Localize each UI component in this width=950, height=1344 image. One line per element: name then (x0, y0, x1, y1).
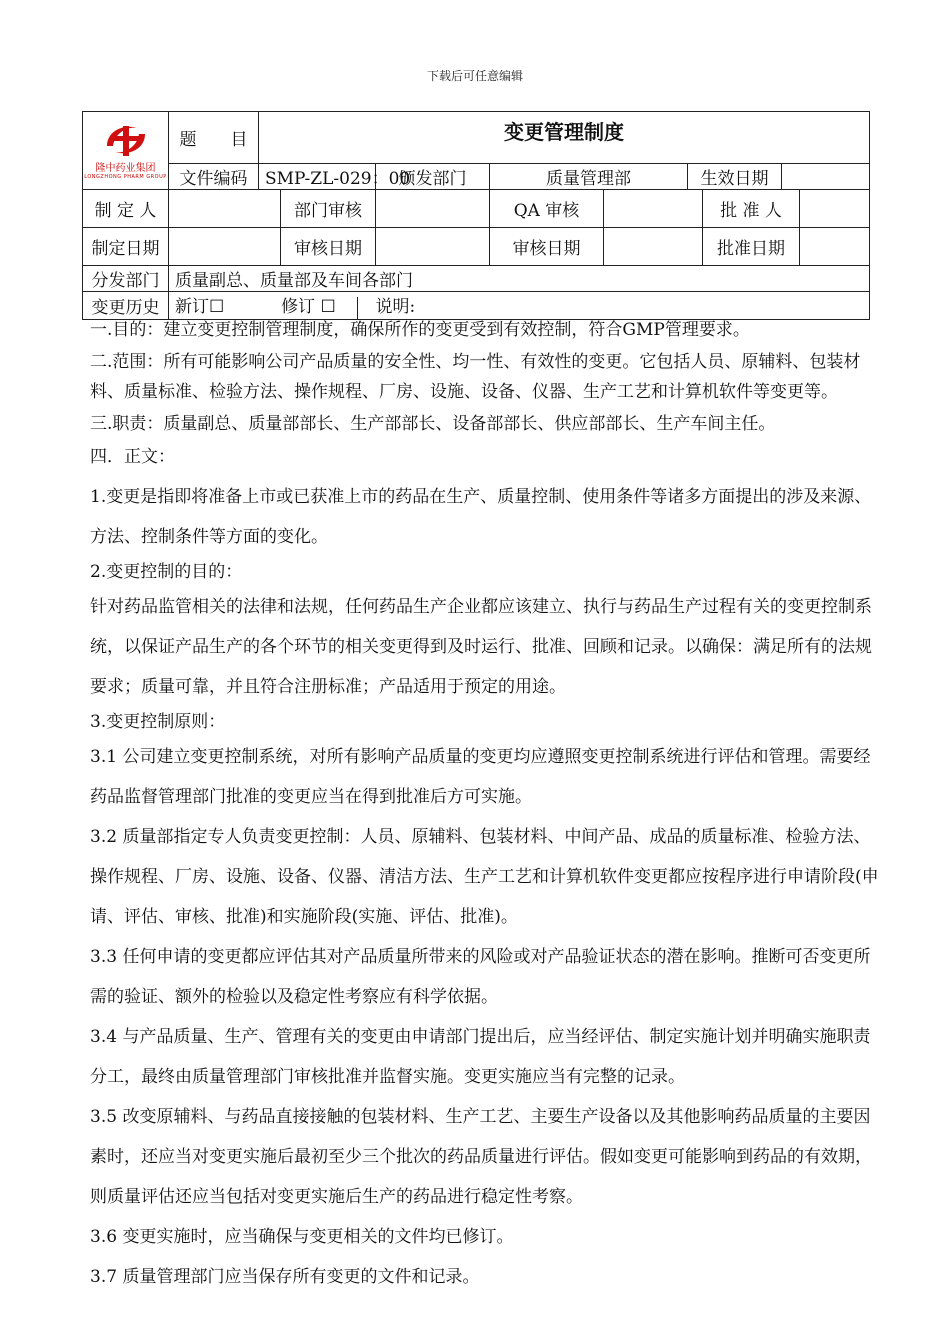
section-3-7: 3.7 质量管理部门应当保存所有变更的文件和记录。 (90, 1267, 480, 1287)
logo-name: 隆中药业集团 (95, 162, 156, 174)
maker-value (169, 190, 281, 228)
logo-cell (83, 112, 169, 190)
approve-date-label: 批准日期 (703, 228, 800, 266)
scope-paragraph: 二.范围：所有可能影响公司产品质量的安全性、均一性、有效性的变更。它包括人员、原辅料、包装材料、质量标准、检验方法、操作规程、厂房、设施、设备、仪器、生产工艺和计算机软件等变更等。 (90, 352, 861, 402)
review-date-label: 审核日期 (281, 228, 376, 266)
approver-value (800, 190, 870, 228)
purpose-paragraph: 一.目的：建立变更控制管理制度，确保所作的变更受到有效控制，符合GMP管理要求。 (90, 320, 750, 340)
revise-checkbox-label: 修订 ☐ (281, 297, 336, 317)
distribution-label: 分发部门 (83, 266, 169, 292)
qa-review-value (604, 190, 703, 228)
maker-label: 制 定 人 (83, 190, 169, 228)
text-heading: 四．正文： (90, 447, 175, 467)
section-3-1: 3.1 公司建立变更控制系统，对所有影响产品质量的变更均应遵照变更控制系统进行评估和管理。需要经药品监督管理部门批准的变更应当在得到批准后方可实施。 (90, 747, 871, 807)
note-label: 说明: (375, 297, 416, 317)
logo-subtitle: LONGZHONG PHARM GROUP (84, 173, 167, 180)
new-checkbox-label: 新订☐ (175, 297, 225, 317)
code-label: 文件编码 (169, 164, 259, 190)
issuer-label: 颁发部门 (376, 164, 490, 190)
section-3-4: 3.4 与产品质量、生产、管理有关的变更由申请部门提出后，应当经评估、制定实施计划并明确实施职责分工，最终由质量管理部门审核批准并监督实施。变更实施应当有完整的记录。 (90, 1027, 871, 1087)
approve-date-value (800, 228, 870, 266)
effective-date-value (782, 164, 870, 190)
make-date-value (169, 228, 281, 266)
section-2: 针对药品监管相关的法律和法规，任何药品生产企业都应该建立、执行与药品生产过程有关的变更控制系统，以保证产品生产的各个环节的相关变更得到及时运行、批准、回顾和记录。以确保：满足所有的法规要求；质量可靠，并且符合注册标准；产品适用于预定的用途。 (90, 597, 872, 697)
qa-review-date-label: 审核日期 (490, 228, 604, 266)
section-1: 1.变更是指即将准备上市或已获准上市的药品在生产、质量控制、使用条件等诸多方面提出的涉及来源、方法、控制条件等方面的变化。 (90, 487, 872, 547)
document-title: 变更管理制度 (259, 112, 870, 164)
section-3-title: 3.变更控制原则： (90, 712, 226, 732)
section-3-5: 3.5 改变原辅料、与药品直接接触的包装材料、生产工艺、主要生产设备以及其他影响药品质量的主要因素时，还应当对变更实施后最初至少三个批次的药品质量进行评估。假如变更可能影响到药品的有效期，则质量评估还应当包括对变更实施后生产的药品进行稳定性考察。 (90, 1107, 872, 1207)
section-3-3: 3.3 任何申请的变更都应评估其对产品质量所带来的风险或对产品验证状态的潜在影响。推断可否变更所需的验证、额外的检验以及稳定性考察应有科学依据。 (90, 947, 871, 1007)
make-date-label: 制定日期 (83, 228, 169, 266)
qa-review-date-value (604, 228, 703, 266)
distribution-value: 质量副总、质量部及车间各部门 (169, 266, 870, 292)
top-note: 下载后可任意编辑 (426, 69, 523, 83)
review-date-value (376, 228, 490, 266)
effective-date-label: 生效日期 (688, 164, 782, 190)
section-3-6: 3.6 变更实施时，应当确保与变更相关的文件均已修订。 (90, 1227, 514, 1247)
approver-label: 批 准 人 (703, 190, 800, 228)
company-logo-icon (99, 122, 153, 158)
title-label: 题 目 (169, 112, 259, 164)
document-body (90, 315, 885, 1297)
duty-paragraph: 三.职责：质量副总、质量部部长、生产部部长、设备部部长、供应部部长、生产车间主任。 (90, 414, 776, 434)
dept-review-value (376, 190, 490, 228)
history-label: 变更历史 (83, 292, 169, 320)
section-3-2: 3.2 质量部指定专人负责变更控制：人员、原辅料、包装材料、中间产品、成品的质量标准、检验方法、操作规程、厂房、设施、设备、仪器、清洁方法、生产工艺和计算机软件变更都应按程序进行申请阶段(申请、评估、审核、批准)和实施阶段(实施、评估、批准)。 (90, 827, 879, 927)
qa-review-label: QA 审核 (490, 190, 604, 228)
issuer-value: 质量管理部 (490, 164, 688, 190)
section-2-title: 2.变更控制的目的： (90, 562, 243, 582)
document-header-table (82, 111, 870, 320)
dept-review-label: 部门审核 (281, 190, 376, 228)
document-code: SMP-ZL-029：00 (259, 164, 376, 190)
